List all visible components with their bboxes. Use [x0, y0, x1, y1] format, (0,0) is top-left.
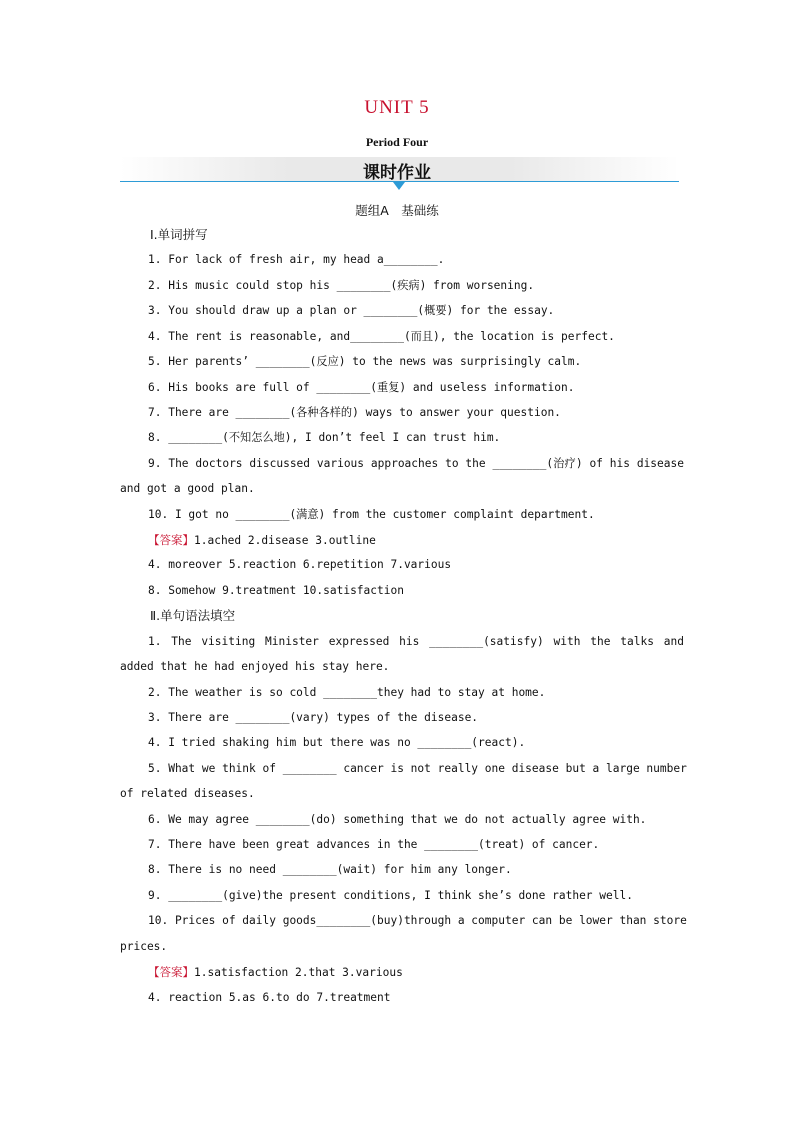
exercise-item: 1. The visiting Minister expressed his ________(satisfy) with the talks and — [148, 635, 684, 648]
exercise-item: 6. His books are full of ________(重复) and useless information. — [148, 381, 575, 394]
homework-title: 课时作业 — [363, 163, 431, 183]
exercise-item-continued: added that he had enjoyed his stay here. — [120, 660, 390, 673]
exercise-item: 4. The rent is reasonable, and________(而且), the location is perfect. — [148, 330, 615, 343]
unit-title: UNIT 5 — [364, 97, 430, 118]
section2-title: Ⅱ.单句语法填空 — [150, 608, 236, 623]
answer-tag: 【答案】 — [148, 965, 194, 979]
answer-line: 8. Somehow 9.treatment 10.satisfaction — [148, 584, 404, 597]
exercise-item-continued: of related diseases. — [120, 787, 255, 800]
answer-text: 1.ached 2.disease 3.outline — [194, 534, 376, 547]
answer-line — [148, 532, 684, 549]
exercise-item-continued: prices. — [120, 940, 168, 953]
exercise-item-continued: and got a good plan. — [120, 482, 255, 495]
section1-title: Ⅰ.单词拼写 — [150, 227, 208, 242]
exercise-item: 7. There have been great advances in the ________(treat) of cancer. — [148, 838, 600, 851]
exercise-item: 8. There is no need ________(wait) for him any longer. — [148, 863, 512, 876]
answer-line: 4. moreover 5.reaction 6.repetition 7.various — [148, 558, 452, 571]
exercise-item: 2. His music could stop his ________(疾病) from worsening. — [148, 279, 535, 292]
group-title: 题组A 基础练 — [355, 203, 439, 218]
answer-line: 4. reaction 5.as 6.to do 7.treatment — [148, 991, 391, 1004]
exercise-item: 2. The weather is so cold ________they had to stay at home. — [148, 686, 546, 699]
exercise-item: 9. The doctors discussed various approaches to the ________(治疗) of his disease — [148, 457, 684, 470]
exercise-item: 9. ________(give)the present conditions, I think she’s done rather well. — [148, 889, 633, 902]
exercise-item: 3. You should draw up a plan or ________(概要) for the essay. — [148, 304, 555, 317]
exercise-item: 5. Her parents’ ________(反应) to the news was surprisingly calm. — [148, 355, 582, 368]
exercise-item: 7. There are ________(各种各样的) ways to answer your question. — [148, 406, 561, 419]
exercise-item: 6. We may agree ________(do) something that we do not actually agree with. — [148, 813, 647, 826]
exercise-item: 1. For lack of fresh air, my head a________. — [148, 253, 445, 266]
exercise-item: 3. There are ________(vary) types of the disease. — [148, 711, 479, 724]
exercise-item: 4. I tried shaking him but there was no ________(react). — [148, 736, 526, 749]
answer-text: 1.satisfaction 2.that 3.various — [194, 966, 403, 979]
exercise-item: 5. What we think of ________ cancer is not really one disease but a large number — [148, 762, 687, 775]
period-title: Period Four — [365, 135, 429, 149]
exercise-item: 8. ________(不知怎么地), I don’t feel I can trust him. — [148, 431, 501, 444]
answer-tag: 【答案】 — [148, 533, 194, 547]
answer-line — [148, 964, 684, 981]
triangle-down-icon — [393, 182, 405, 190]
exercise-item: 10. Prices of daily goods________(buy)through a computer can be lower than store — [148, 914, 687, 927]
exercise-item: 10. I got no ________(满意) from the customer complaint department. — [148, 508, 595, 521]
